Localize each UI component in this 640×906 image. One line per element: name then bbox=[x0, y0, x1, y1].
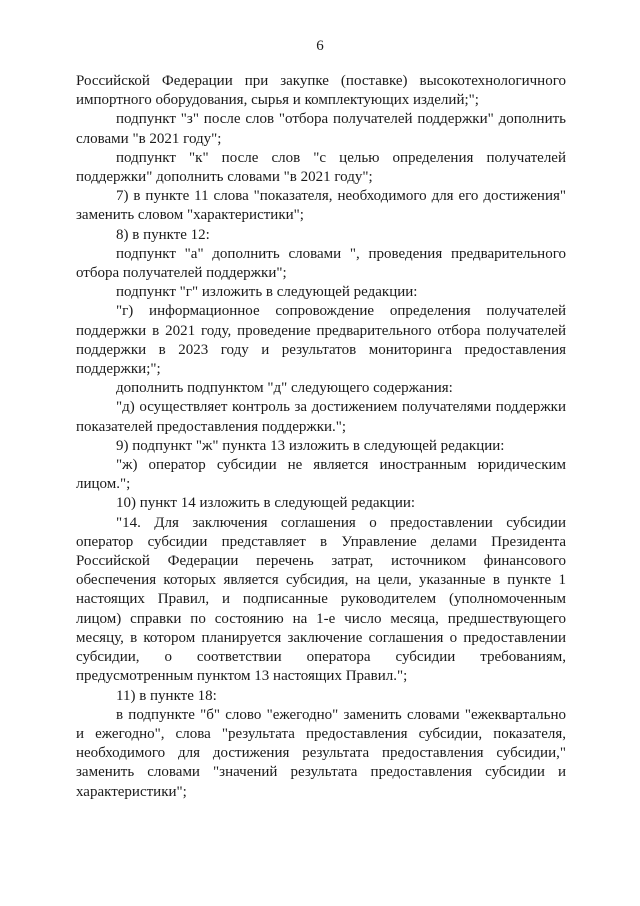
paragraph: подпункт "а" дополнить словами ", проведения предварительного отбора получателей поддержки"; bbox=[76, 245, 566, 282]
paragraph: "г) информационное сопровождение определения получателей поддержки в 2021 году, проведение предварительного отбора получателей поддержки в 2023 году и результатов мониторинга предоставления поддержки;"; bbox=[76, 303, 566, 378]
paragraph: Российской Федерации при закупке (поставке) высокотехнологичного импортного оборудования, сырья и комплектующих изделий;"; bbox=[76, 73, 566, 109]
paragraph: подпункт "з" после слов "отбора получателей поддержки" дополнить словами "в 2021 году"; bbox=[76, 111, 566, 147]
paragraph: подпункт "к" после слов "с целью определения получателей поддержки" дополнить словами "в 2021 году"; bbox=[76, 149, 566, 186]
paragraph: в подпункте "б" слово "ежегодно" заменить словами "ежеквартально и ежегодно", слова "результата предоставления субсидии, показателя, необходимого для достижения результата предоставления субсидии," заменить словами "значений результата предоставления субсидии и характеристики"; bbox=[76, 706, 566, 800]
paragraph: 11) в пункте 18: bbox=[116, 687, 217, 704]
document-body bbox=[76, 72, 566, 802]
paragraph: 8) в пункте 12: bbox=[116, 226, 210, 243]
paragraph: "14. Для заключения соглашения о предоставлении субсидии оператор субсидии представляет в Управление делами Президента Российской Федерации перечень затрат, источником финансового обеспечения которых является субсидия, на цели, указанные в пункте 1 настоящих Правил, и подписанные руководителем (уполномоченным лицом) справки по состоянию на 1-е число месяца, предшествующего месяцу, в котором планируется заключение соглашения о предоставлении субсидии, о соответствии оператора субсидии требованиям, предусмотренным пунктом 13 настоящих Правил."; bbox=[76, 514, 566, 685]
paragraph: подпункт "г" изложить в следующей редакции: bbox=[116, 284, 418, 301]
paragraph: "д) осуществляет контроль за достижением получателями поддержки показателей предоставления поддержки."; bbox=[76, 399, 566, 435]
paragraph: "ж) оператор субсидии не является иностранным юридическим лицом."; bbox=[76, 457, 566, 493]
paragraph: 9) подпункт "ж" пункта 13 изложить в следующей редакции: bbox=[116, 437, 505, 454]
paragraph: дополнить подпунктом "д" следующего содержания: bbox=[116, 380, 453, 397]
paragraph: 10) пункт 14 изложить в следующей редакции: bbox=[116, 495, 416, 512]
page-number: 6 bbox=[316, 38, 324, 54]
paragraph: 7) в пункте 11 слова "показателя, необходимого для его достижения" заменить словом "характеристики"; bbox=[76, 188, 566, 224]
